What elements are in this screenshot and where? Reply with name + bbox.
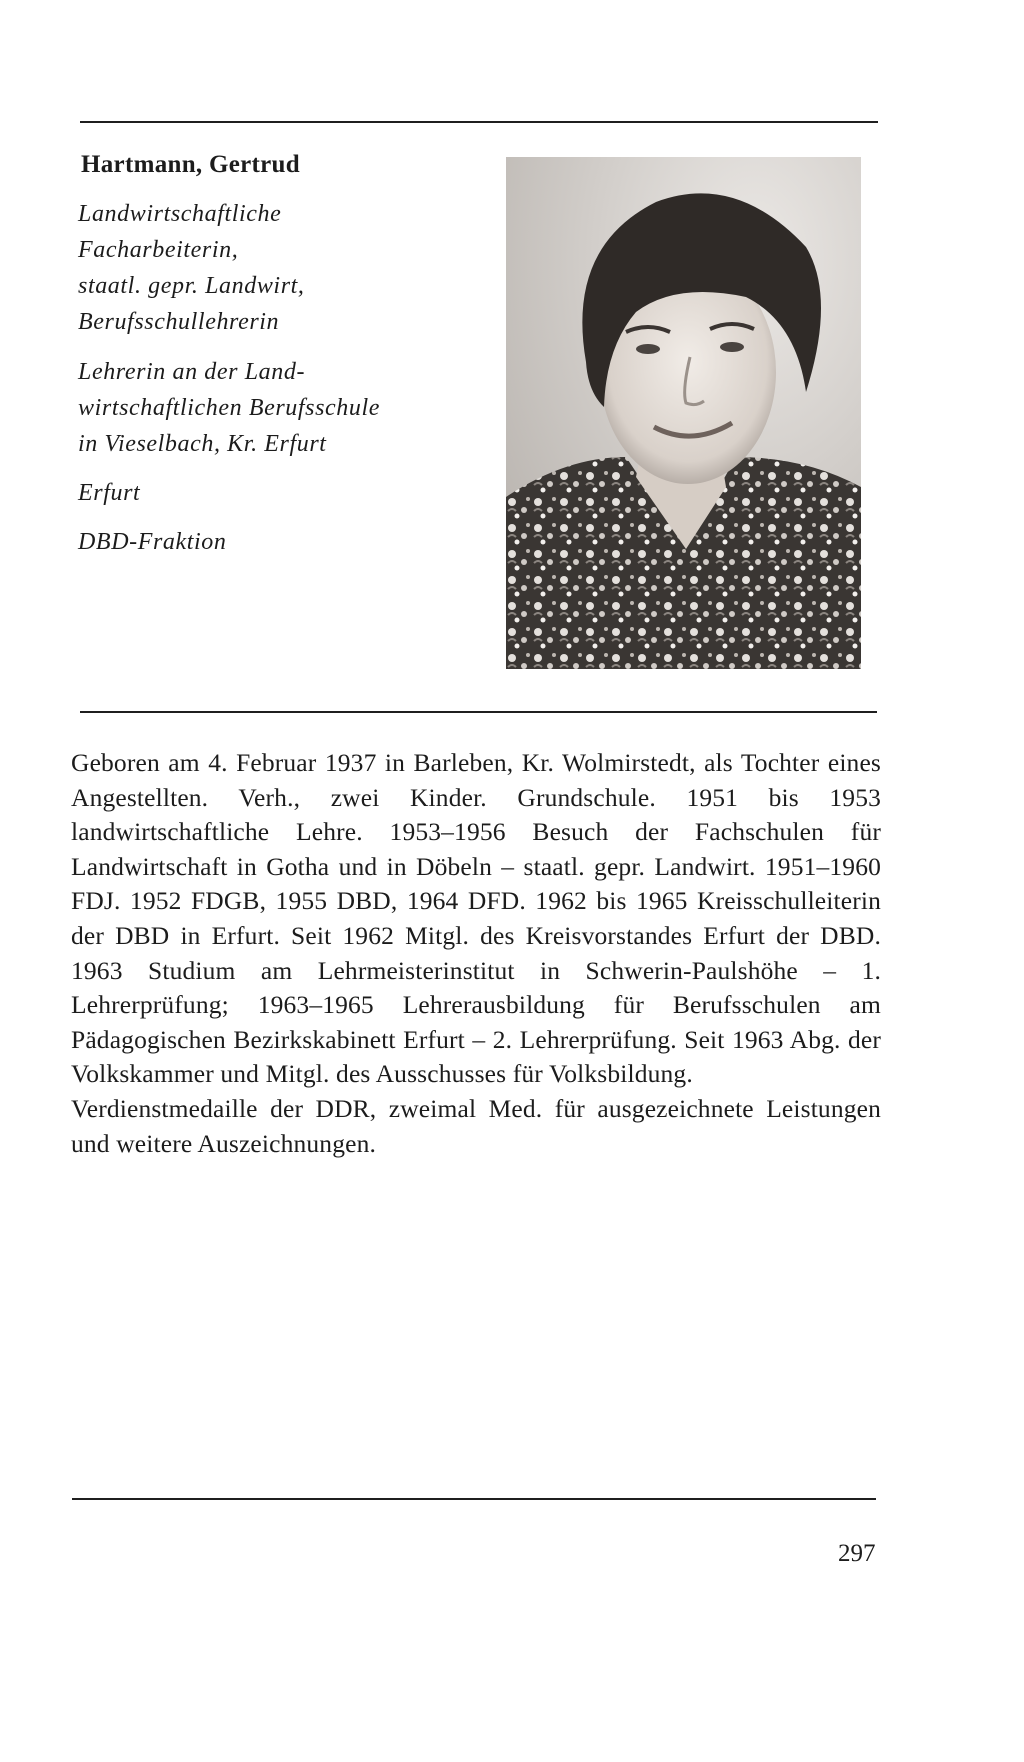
- portrait-photo: [506, 157, 861, 669]
- electoral-district: Erfurt: [78, 480, 141, 506]
- occupation: [78, 196, 458, 340]
- current-position: [78, 354, 458, 462]
- biography: [71, 746, 881, 1161]
- occupation-line: staatl. gepr. Landwirt,: [78, 273, 305, 299]
- position-line: wirtschaftlichen Berufsschule: [78, 395, 381, 421]
- occupation-line: Landwirtschaftliche: [78, 201, 282, 227]
- top-rule: [80, 121, 878, 123]
- middle-rule: [80, 711, 877, 713]
- page-number: 297: [838, 1540, 876, 1567]
- occupation-line: Facharbeiterin,: [78, 237, 239, 263]
- position-line: Lehrerin an der Land-: [78, 359, 306, 385]
- bottom-rule: [72, 1498, 876, 1500]
- entry-name: Hartmann, Gertrud: [81, 151, 300, 178]
- awards-paragraph: Verdienstmedaille der DDR, zweimal Med. für ausgezeichnete Leistungen und weitere Auszeichnungen.: [71, 1093, 881, 1158]
- position-line: in Vieselbach, Kr. Erfurt: [78, 431, 327, 457]
- faction: DBD-Fraktion: [78, 529, 227, 555]
- occupation-line: Berufsschullehrerin: [78, 309, 280, 335]
- biography-paragraph: Geboren am 4. Februar 1937 in Barleben, Kr. Wolmirstedt, als Tochter eines Angestellten. Verh., zwei Kinder. Grundschule. 1951 bis 1953 landwirtschaftliche Lehre. 1953–1956 Besuch der Fachschulen für Landwirtschaft in Gotha und in Döbeln – staatl. gepr. Landwirt. 1951–1960 FDJ. 1952 FDGB, 1955 DBD, 1964 DFD. 1962 bis 1965 Kreisschulleiterin der DBD in Erfurt. Seit 1962 Mitgl. des Kreisvorstandes Erfurt der DBD. 1963 Studium am Lehrmeisterinstitut in Schwerin-Paulshöhe – 1. Lehrerprüfung; 1963–1965 Lehrerausbildung für Berufsschulen am Pädagogischen Bezirkskabinett Erfurt – 2. Lehrerprüfung. Seit 1963 Abg. der Volkskammer und Mitgl. des Ausschusses für Volksbildung.: [71, 748, 881, 1089]
